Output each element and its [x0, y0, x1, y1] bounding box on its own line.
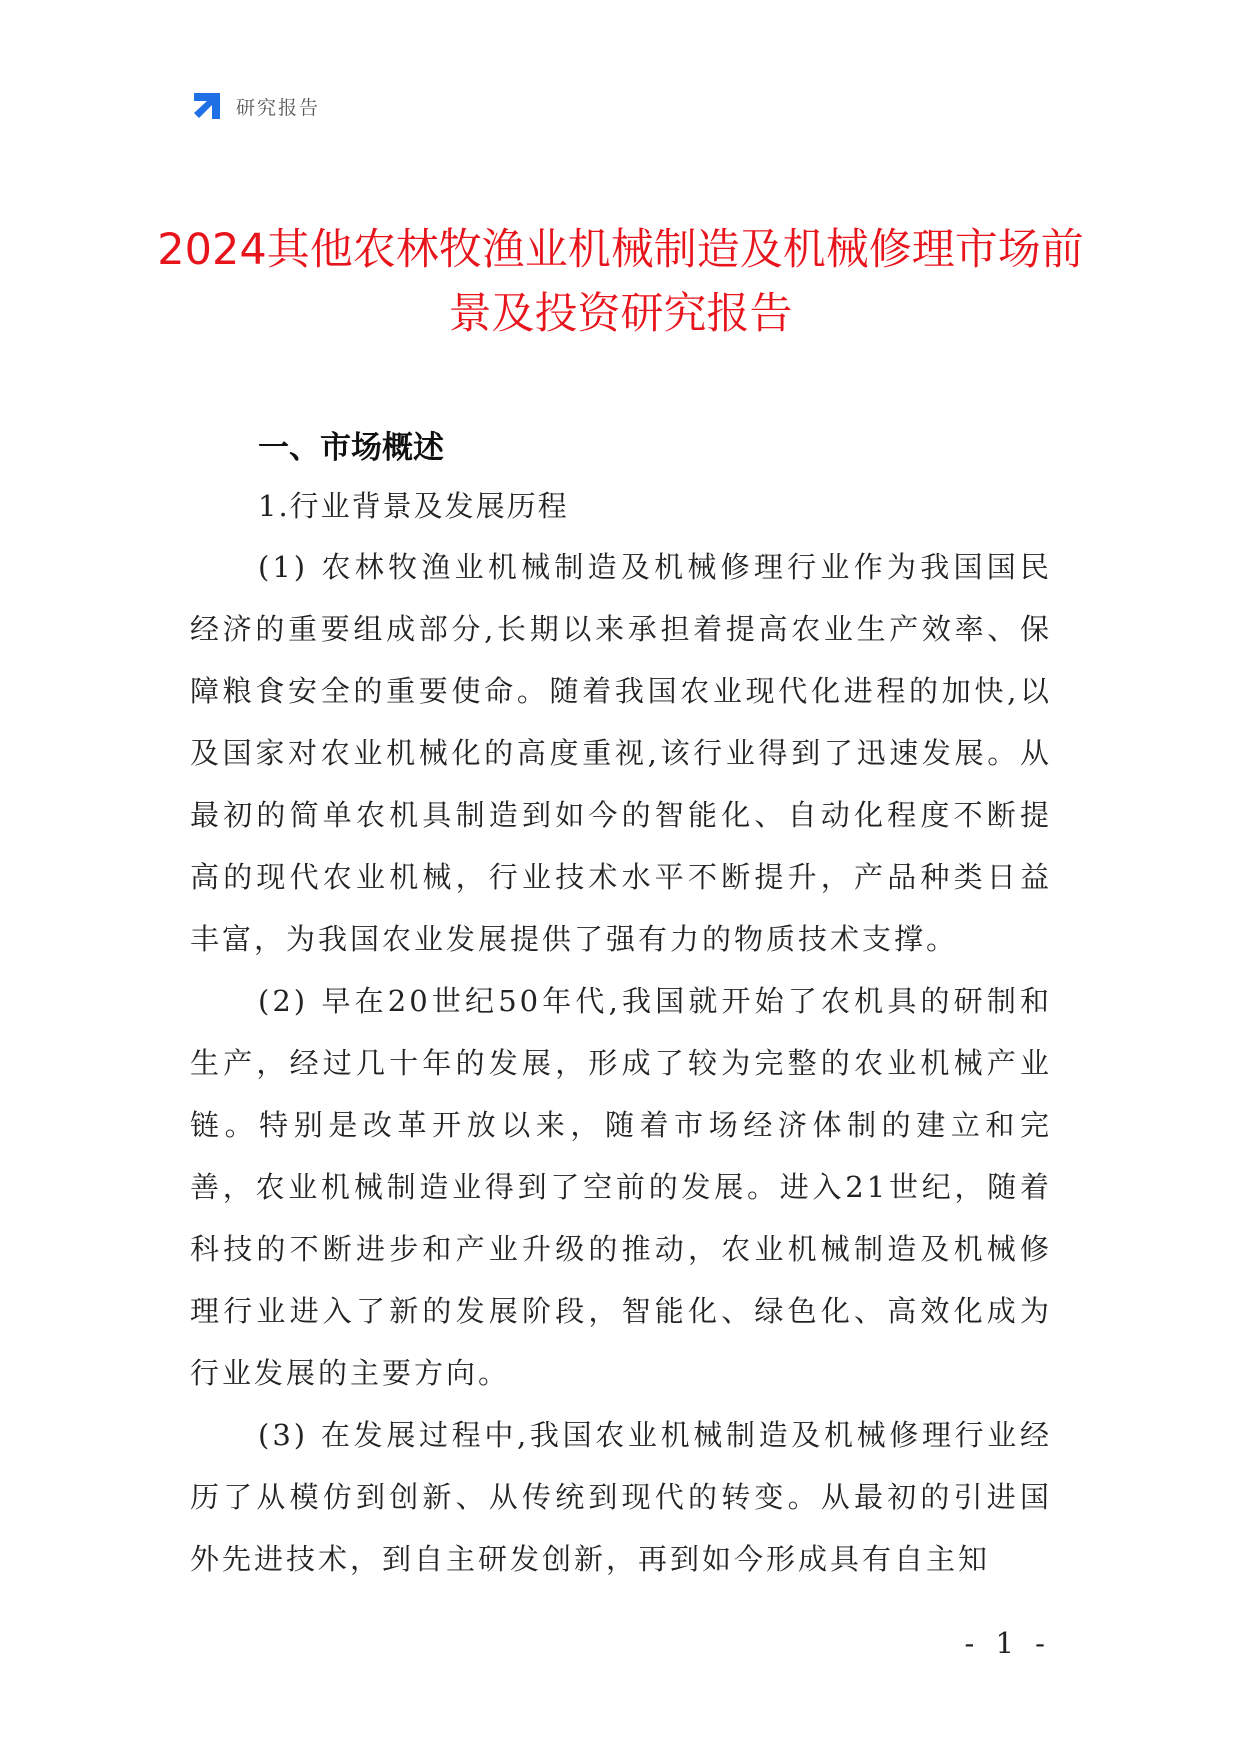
- document-title: 2024其他农林牧渔业机械制造及机械修理市场前景及投资研究报告: [157, 225, 1084, 339]
- page-number: - 1 -: [964, 1626, 1051, 1660]
- paragraph-1: (1) 农林牧渔业机械制造及机械修理行业作为我国国民经济的重要组成部分,长期以来承担着提高农业生产效率、保障粮食安全的重要使命。随着我国农业现代化进程的加快,以及国家对农业机械化的高度重视,该行业得到了迅速发展。从最初的简单农机具制造到如今的智能化、自动化程度不断提高的现代农业机械，行业技术水平不断提升，产品种类日益丰富，为我国农业发展提供了强有力的物质技术支撑。: [190, 550, 1052, 956]
- subsection-heading: 1.行业背景及发展历程: [258, 489, 569, 523]
- header-label: 研究报告: [236, 96, 321, 119]
- arrow-logo-icon: [190, 89, 224, 123]
- section-heading: 一、市场概述: [258, 430, 444, 466]
- body-text: [190, 536, 1052, 1590]
- report-header: [190, 88, 320, 124]
- paragraph-3: (3) 在发展过程中,我国农业机械制造及机械修理行业经历了从模仿到创新、从传统到现代的转变。从最初的引进国外先进技术，到自主研发创新，再到如今形成具有自主知: [190, 1418, 1052, 1576]
- paragraph-2: (2) 早在20世纪50年代,我国就开始了农机具的研制和生产，经过几十年的发展，形成了较为完整的农业机械产业链。特别是改革开放以来，随着市场经济体制的建立和完善，农业机械制造业得到了空前的发展。进入21世纪，随着科技的不断进步和产业升级的推动，农业机械制造及机械修理行业进入了新的发展阶段，智能化、绿色化、高效化成为行业发展的主要方向。: [190, 984, 1052, 1390]
